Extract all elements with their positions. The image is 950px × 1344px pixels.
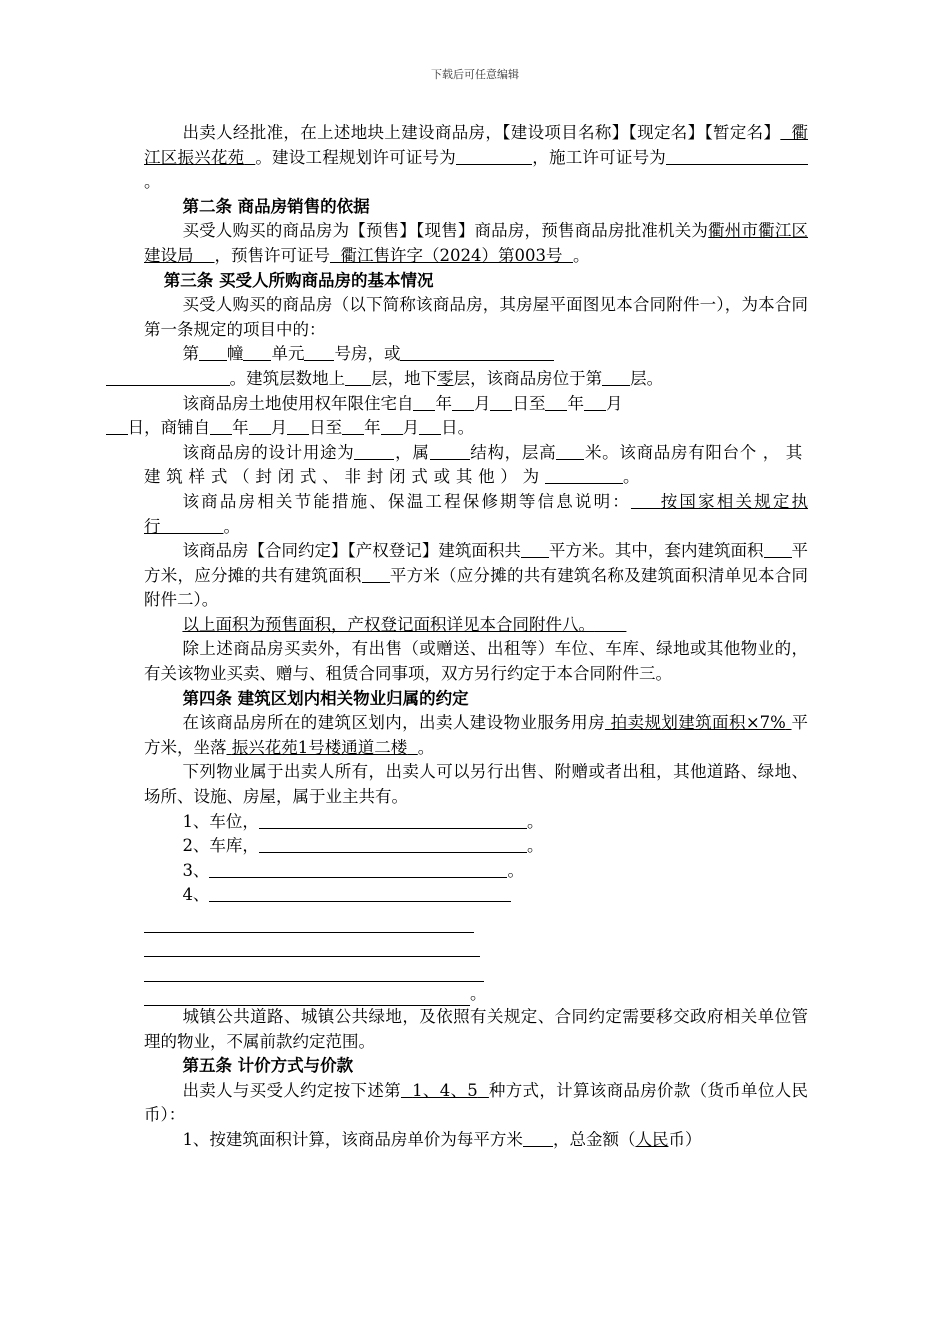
paragraph-unit-price: 1、按建筑面积计算，该商品房单价为每平方米 ，总金额（人民币） bbox=[182, 1129, 702, 1149]
paragraph-pricing-method: 出卖人与买受人约定按下述第 1、4、5 种方式，计算该商品房价款（货币单位人民币）： bbox=[144, 1080, 808, 1125]
paragraph-house-location: 第 幢 单元 号房，或 。建筑层数地上 层，地下零层，该商品房位于第 层。 bbox=[144, 342, 808, 391]
paragraph-house-intro: 买受人购买的商品房（以下简称该商品房，其房屋平面图见本合同附件一），为本合同第一条规定的项目中的： bbox=[144, 295, 808, 339]
paragraph-energy-saving: 该商品房相关节能措施、保温工程保修期等信息说明： 按国家相关规定执行 。 bbox=[144, 491, 809, 536]
list-item-garage: 2、车库， 。 bbox=[182, 836, 544, 856]
service-room-area-value: 拍卖规划建筑面积×7% bbox=[610, 713, 786, 733]
paragraph-land-term: 该商品房土地使用权年限住宅自 年 月 日至 年 月 日，商铺自 年 月 日至 年 月 日。 bbox=[144, 392, 808, 441]
service-room-location-value: 振兴花苑1号楼通道二楼 bbox=[231, 737, 408, 757]
paragraph-area: 该商品房【合同约定】【产权登记】建筑面积共 平方米。其中，套内建筑面积 平方米，应分摊的共有建筑面积 平方米（应分摊的共有建筑名称及建筑面积清单见本合同附件二）。 bbox=[144, 541, 809, 610]
presale-permit-value: 衢江售许字（2024）第003号 bbox=[340, 245, 563, 265]
list-item-parking: 1、车位， 。 bbox=[182, 811, 544, 831]
construction-permit-blank bbox=[666, 147, 808, 165]
list-item-4: 4、 bbox=[144, 883, 808, 908]
planning-permit-blank bbox=[456, 147, 532, 165]
page-header: 下载后可任意编辑 bbox=[431, 68, 519, 81]
blank-lines: 。 bbox=[144, 908, 808, 1005]
approval-authority-value: 衢州市衢江区建设局 bbox=[144, 221, 809, 265]
paragraph-other-property: 除上述商品房买卖外，有出售（或赠送、出租等）车位、车库、绿地或其他物业的，有关该物业买卖、赠与、租赁合同事项，双方另行约定于本合同附件三。 bbox=[144, 639, 808, 684]
energy-saving-value: 按国家相关规定执行 bbox=[144, 491, 809, 536]
list-item-3: 3、 。 bbox=[182, 860, 524, 880]
paragraph-sale-basis: 买受人购买的商品房为【预售】【现售】商品房，预售商品房批准机关为衢州市衢江区建设局 ，预售许可证号 衢江售许字（2024）第003号 。 bbox=[144, 221, 809, 265]
project-name-value: 衢江区振兴花苑 bbox=[144, 123, 808, 167]
contract-body bbox=[127, 121, 809, 1153]
article-4-title: 第四条 建筑区划内相关物业归属的约定 bbox=[182, 688, 469, 708]
paragraph-public-exclusion: 城镇公共道路、城镇公共绿地，及依照有关规定、合同约定需要移交政府相关单位管理的物业，不属前款约定范围。 bbox=[144, 1007, 808, 1051]
pricing-method-value: 1、4、5 bbox=[412, 1080, 478, 1100]
article-5-title: 第五条 计价方式与价款 bbox=[182, 1056, 354, 1076]
article-3-title: 第三条 买受人所购商品房的基本情况 bbox=[163, 270, 434, 290]
paragraph-area-note: 以上面积为预售面积，产权登记面积详见本合同附件八。 bbox=[182, 614, 595, 634]
paragraph-project-name: 出卖人经批准，在上述地块上建设商品房，【建设项目名称】【现定名】【暂定名】 衢江区振兴花苑 。建设工程规划许可证号为 ，施工许可证号为。 bbox=[144, 123, 808, 192]
paragraph-service-room: 在该商品房所在的建筑区划内，出卖人建设物业服务用房 拍卖规划建筑面积×7% 平方米，坐落 振兴花苑1号楼通道二楼 。 bbox=[144, 713, 809, 757]
article-2-title: 第二条 商品房销售的依据 bbox=[182, 196, 370, 216]
paragraph-ownership: 下列物业属于出卖人所有，出卖人可以另行出售、附赠或者出租，其他道路、绿地、场所、设施、房屋，属于业主共有。 bbox=[144, 762, 808, 807]
paragraph-design-use: 该商品房的设计用途为 ，属 结构，层高 米。该商品房有阳台个，其建筑样式（封闭式、非封闭式或其他）为 。 bbox=[144, 442, 809, 487]
